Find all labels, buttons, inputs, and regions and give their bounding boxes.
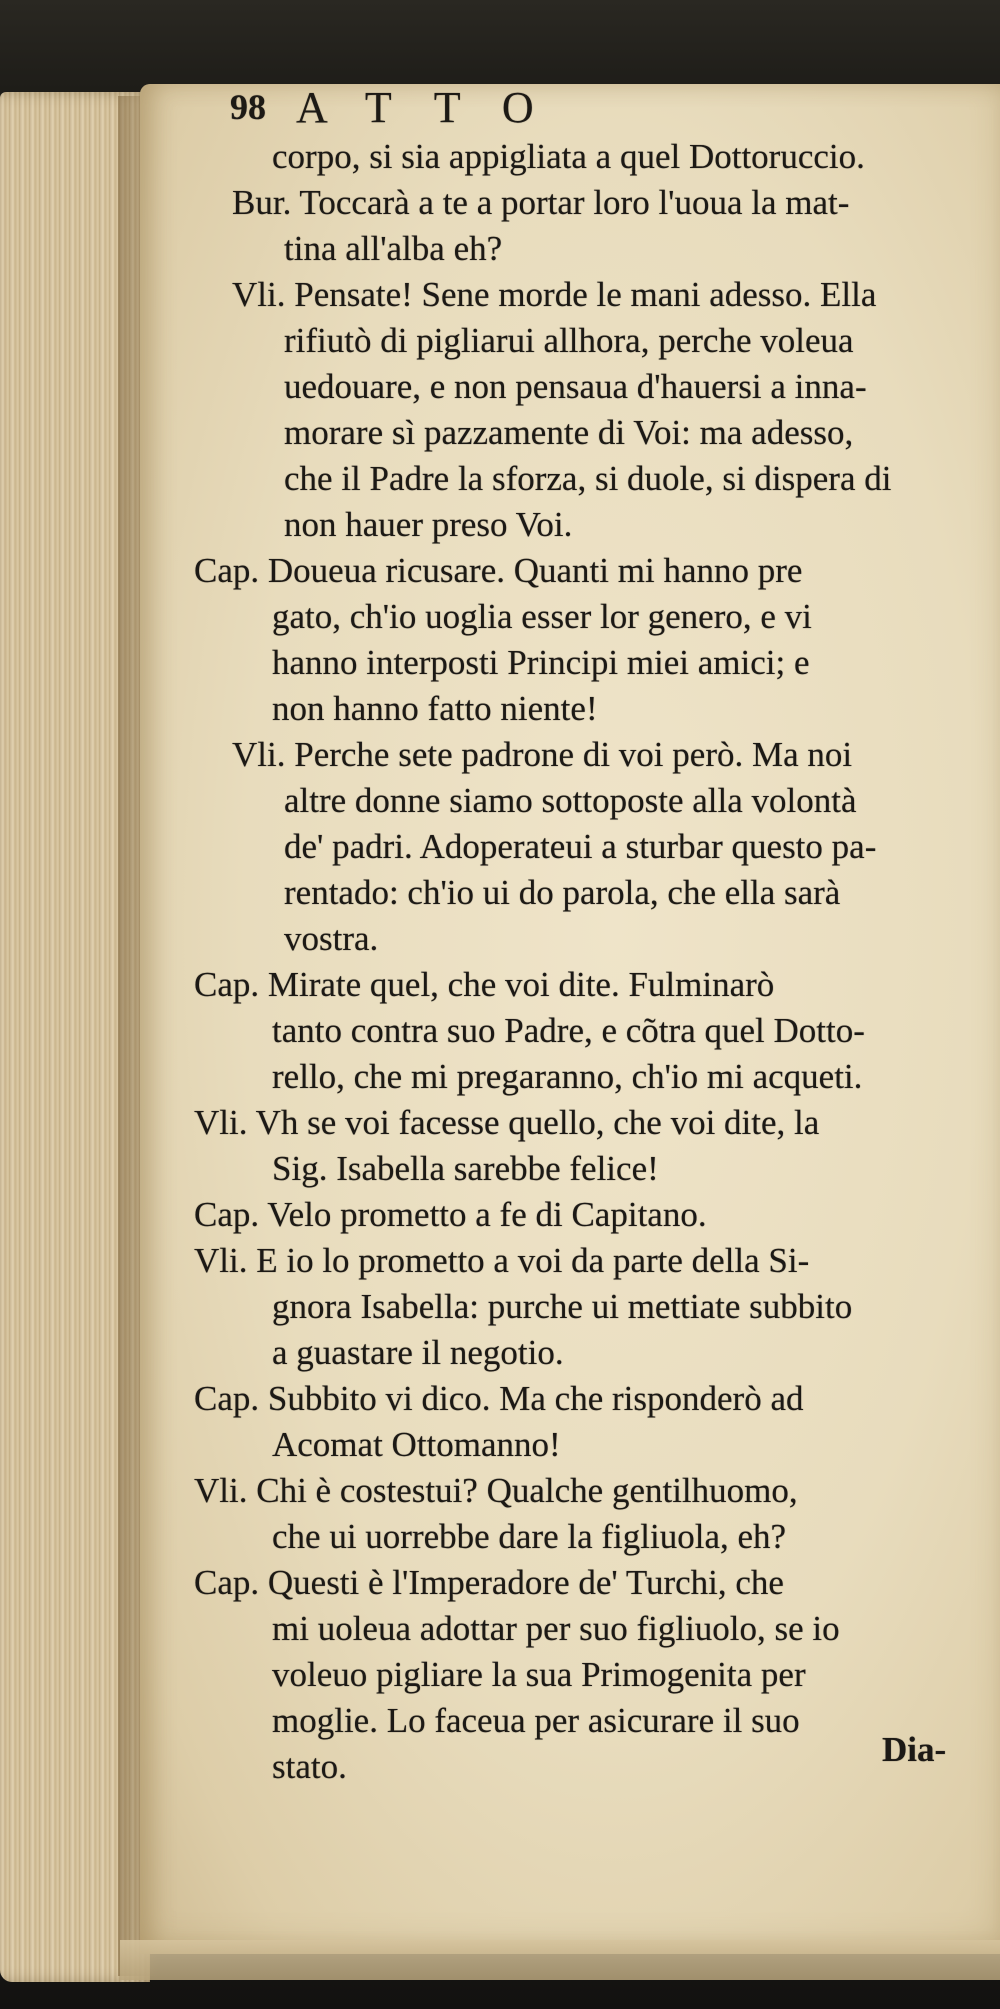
text-line: rello, che mi pregaranno, ch'io mi acqueti. (272, 1057, 863, 1096)
text-line: rentado: ch'io ui do parola, che ella sarà (284, 873, 841, 912)
text-line: Sig. Isabella sarebbe felice! (272, 1149, 659, 1188)
text-line: tina all'alba eh? (284, 229, 503, 268)
text-line: mi uoleua adottar per suo figliuolo, se io (272, 1609, 840, 1648)
text-line: moglie. Lo faceua per asicurare il suo (272, 1701, 800, 1740)
text-line: uedouare, e non pensaua d'hauersi a inna- (284, 367, 867, 406)
text-line: Vli. Pensate! Sene morde le mani adesso. Ella (232, 275, 877, 314)
text-line: Cap. Subbito vi dico. Ma che risponderò ad (194, 1379, 804, 1418)
text-line: che il Padre la sforza, si duole, si dispera di (284, 459, 892, 498)
text-line: Vli. E io lo prometto a voi da parte della Si- (194, 1241, 810, 1280)
text-line: Vli. Vh se voi facesse quello, che voi dite, la (194, 1103, 820, 1142)
text-line: Vli. Chi è costestui? Qualche gentilhuomo, (194, 1471, 798, 1510)
text-line: vostra. (284, 919, 379, 958)
text-line: corpo, si sia appigliata a quel Dottoruccio. (272, 137, 865, 176)
text-line: gnora Isabella: purche ui mettiate subbito (272, 1287, 853, 1326)
text-line: de' padri. Adoperateui a sturbar questo pa- (284, 827, 877, 866)
text-line: non hanno fatto niente! (272, 689, 598, 728)
text-line: a guastare il negotio. (272, 1333, 564, 1372)
page-number: 98 (230, 87, 266, 127)
catchword: Dia- (882, 1730, 947, 1769)
running-title: ATTO (296, 83, 576, 132)
running-head (230, 83, 576, 132)
text-line: Cap. Doueua ricusare. Quanti mi hanno pre (194, 551, 803, 590)
text-line: Cap. Questi è l'Imperadore de' Turchi, che (194, 1563, 784, 1602)
text-line: Bur. Toccarà a te a portar loro l'uoua la mat- (232, 183, 850, 222)
text-line: voleuo pigliare la sua Primogenita per (272, 1655, 806, 1694)
text-block (194, 134, 984, 1790)
text-line: rifiutò di pigliarui allhora, perche voleua (284, 321, 854, 360)
text-line: hanno interposti Principi miei amici; e (272, 643, 810, 682)
text-line: tanto contra suo Padre, e cõtra quel Dotto- (272, 1011, 865, 1050)
text-line: Acomat Ottomanno! (272, 1425, 561, 1464)
text-line: altre donne siamo sottoposte alla volontà (284, 781, 857, 820)
text-line: non hauer preso Voi. (284, 505, 573, 544)
text-line: gato, ch'io uoglia esser lor genero, e vi (272, 597, 812, 636)
text-line: Vli. Perche sete padrone di voi però. Ma noi (232, 735, 853, 774)
text-line: morare sì pazzamente di Voi: ma adesso, (284, 413, 854, 452)
text-line: che ui uorrebbe dare la figliuola, eh? (272, 1517, 787, 1556)
text-line: Cap. Velo prometto a fe di Capitano. (194, 1195, 707, 1234)
text-line: Cap. Mirate quel, che voi dite. Fulminarò (194, 965, 775, 1004)
text-line: stato. (272, 1747, 347, 1786)
page-bottom-edge (120, 1940, 1000, 1980)
